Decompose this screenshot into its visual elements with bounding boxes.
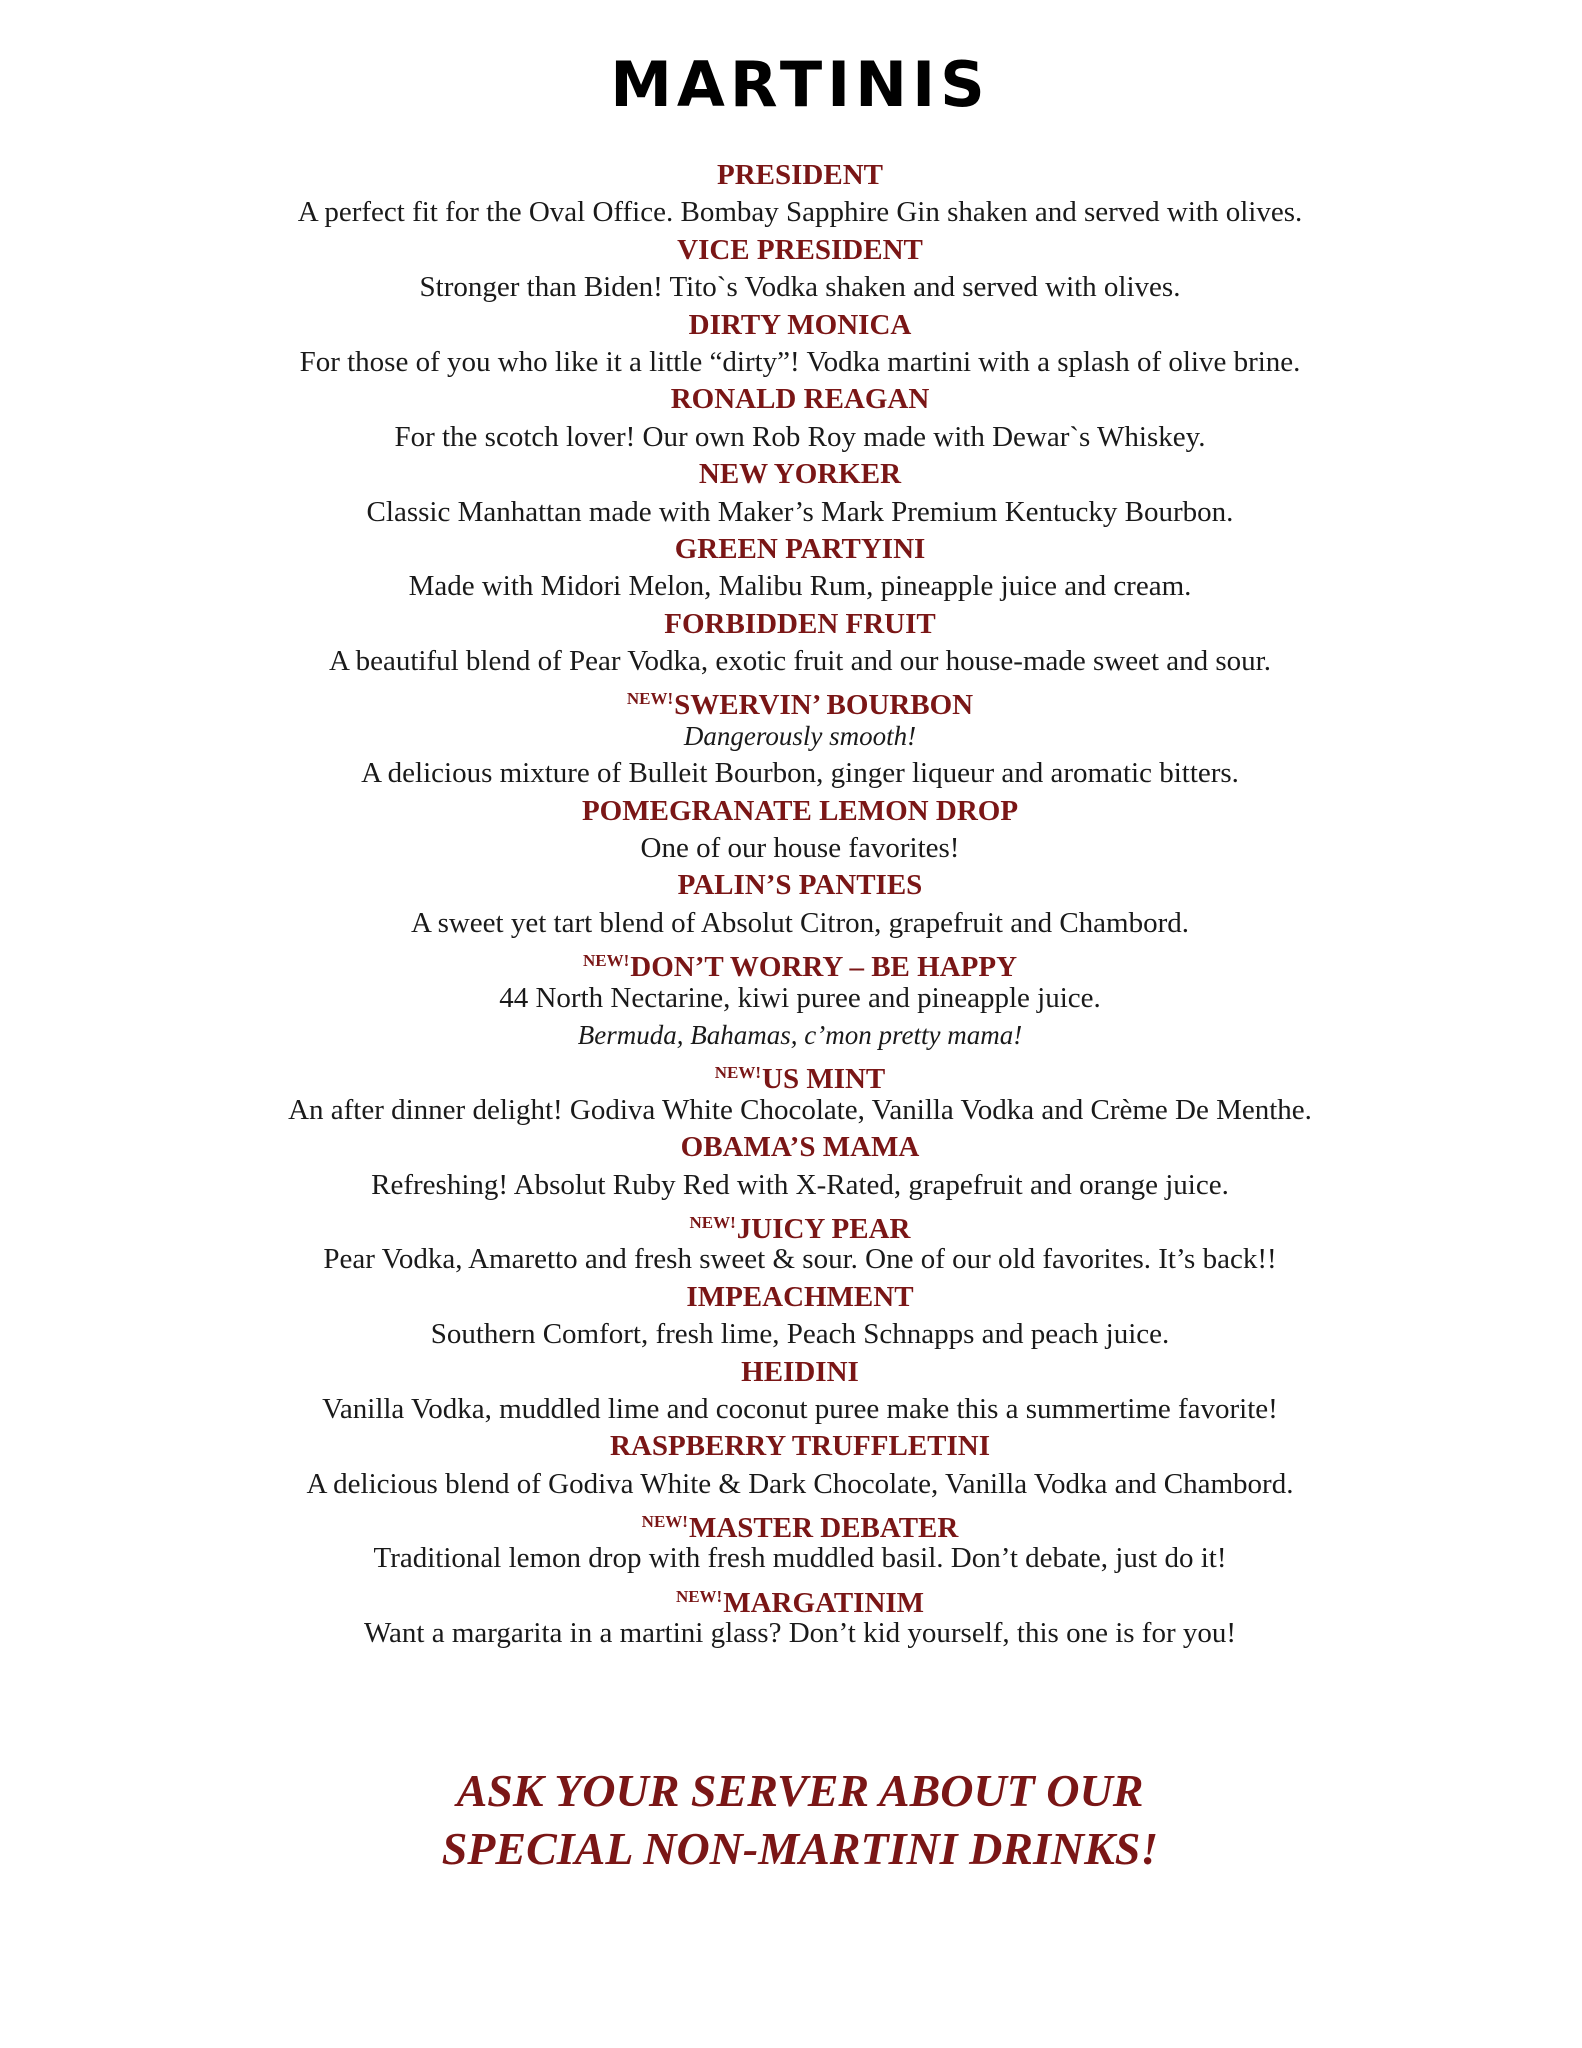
drink-description: Made with Midori Melon, Malibu Rum, pineapple juice and cream. [408,570,1192,603]
drink-name: RONALD REAGAN [670,383,930,416]
drink-name: US MINT [762,1063,886,1096]
menu-item [0,1279,1582,1354]
drink-tagline: Bermuda, Bahamas, c’mon pretty mama! [577,1019,1023,1050]
footer-line-2: SPECIAL NON-MARTINI DRINKS! [441,1823,1159,1874]
drink-name: PALIN’S PANTIES [677,869,923,902]
drink-description: Pear Vodka, Amaretto and fresh sweet & sour. One of our old favorites. It’s back!! [323,1243,1277,1276]
menu-item [0,1354,1582,1429]
menu-item-heading [0,793,1582,830]
drink-name: PRESIDENT [717,159,883,191]
menu-item-heading [0,606,1582,643]
menu-item [0,793,1582,868]
menu-item-heading [0,307,1582,344]
drink-description: 44 North Nectarine, kiwi puree and pineapple juice. [499,981,1101,1014]
footer-notice [0,1762,1582,1878]
menu-item [0,1578,1582,1653]
drink-name: SWERVIN’ BOURBON [674,689,974,722]
menu-item-heading [0,1129,1582,1166]
menu-item-heading [0,1279,1582,1316]
drink-description: Stronger than Biden! Tito`s Vodka shaken and served with olives. [419,271,1181,304]
martini-menu-list [0,157,1582,1653]
drink-name: RASPBERRY TRUFFLETINI [609,1430,991,1463]
menu-item [0,456,1582,531]
drink-description: A sweet yet tart blend of Absolut Citron, grapefruit and Chambord. [410,906,1189,939]
menu-item-heading [0,456,1582,493]
menu-item [0,867,1582,942]
drink-description: Traditional lemon drop with fresh muddled basil. Don’t debate, just do it! [373,1542,1227,1575]
menu-item-heading [0,1204,1582,1245]
drink-name: FORBIDDEN FRUIT [664,607,936,640]
new-badge: NEW! [626,689,674,709]
new-badge: NEW! [689,1212,736,1232]
new-badge: NEW! [675,1586,723,1606]
menu-item [0,606,1582,681]
menu-item [0,1129,1582,1204]
footer-line-1: ASK YOUR SERVER ABOUT OUR [456,1765,1144,1816]
menu-item [0,1503,1582,1578]
drink-tagline: Dangerously smooth! [683,720,917,751]
menu-item [0,680,1582,792]
menu-item [0,381,1582,456]
drink-description: One of our house favorites! [640,832,960,865]
drink-name: MARGATINIM [723,1586,925,1619]
drink-name: MASTER DEBATER [688,1512,959,1545]
drink-name: NEW YORKER [698,458,902,491]
menu-item-heading [0,157,1582,194]
menu-item [0,1204,1582,1279]
drink-description: Refreshing! Absolut Ruby Red with X-Rated, grapefruit and orange juice. [371,1168,1229,1201]
menu-item [0,942,1582,1054]
menu-item [0,232,1582,307]
menu-item-heading [0,381,1582,418]
menu-item-heading [0,1428,1582,1465]
new-badge: NEW! [641,1512,688,1532]
menu-item [0,1054,1582,1129]
drink-description: A perfect fit for the Oval Office. Bombay Sapphire Gin shaken and served with olives. [297,196,1303,229]
drink-name: OBAMA’S MAMA [680,1131,920,1164]
drink-name: JUICY PEAR [736,1212,911,1245]
menu-item-heading [0,531,1582,568]
menu-item-heading [0,867,1582,904]
drink-description: Southern Comfort, fresh lime, Peach Schnapps and peach juice. [430,1318,1170,1351]
drink-name: DIRTY MONICA [688,308,912,341]
drink-name: HEIDINI [741,1355,859,1388]
drink-description: A delicious mixture of Bulleit Bourbon, ginger liqueur and aromatic bitters. [361,757,1239,790]
drink-description: An after dinner delight! Godiva White Chocolate, Vanilla Vodka and Crème De Menthe. [288,1093,1312,1126]
menu-item-heading [0,942,1582,984]
page-title: MARTINIS [610,48,990,121]
drink-name: DON’T WORRY – BE HAPPY [630,951,1018,984]
drink-name: POMEGRANATE LEMON DROP [581,794,1019,827]
menu-item-heading [0,232,1582,269]
menu-item-heading [0,680,1582,722]
drink-description: Classic Manhattan made with Maker’s Mark Premium Kentucky Bourbon. [366,495,1234,528]
menu-item [0,531,1582,606]
drink-description: For those of you who like it a little “dirty”! Vodka martini with a splash of olive brine. [299,345,1301,378]
drink-description: A beautiful blend of Pear Vodka, exotic fruit and our house-made sweet and sour. [328,645,1271,678]
menu-item-heading [0,1578,1582,1619]
menu-item-heading [0,1354,1582,1391]
drink-description: A delicious blend of Godiva White & Dark Chocolate, Vanilla Vodka and Chambord. [306,1467,1294,1500]
drink-description: Vanilla Vodka, muddled lime and coconut puree make this a summertime favorite! [322,1392,1278,1425]
drink-name: IMPEACHMENT [686,1280,914,1313]
menu-item-heading [0,1503,1582,1545]
new-badge: NEW! [714,1063,761,1083]
menu-item-heading [0,1054,1582,1096]
drink-description: For the scotch lover! Our own Rob Roy made with Dewar`s Whiskey. [394,420,1206,453]
drink-name: VICE PRESIDENT [677,233,923,266]
menu-item [0,1428,1582,1503]
new-badge: NEW! [582,951,630,971]
drink-name: GREEN PARTYINI [674,532,926,565]
drink-description: Want a margarita in a martini glass? Don’t kid yourself, this one is for you! [363,1617,1237,1650]
menu-item [0,307,1582,382]
menu-item [0,157,1582,232]
